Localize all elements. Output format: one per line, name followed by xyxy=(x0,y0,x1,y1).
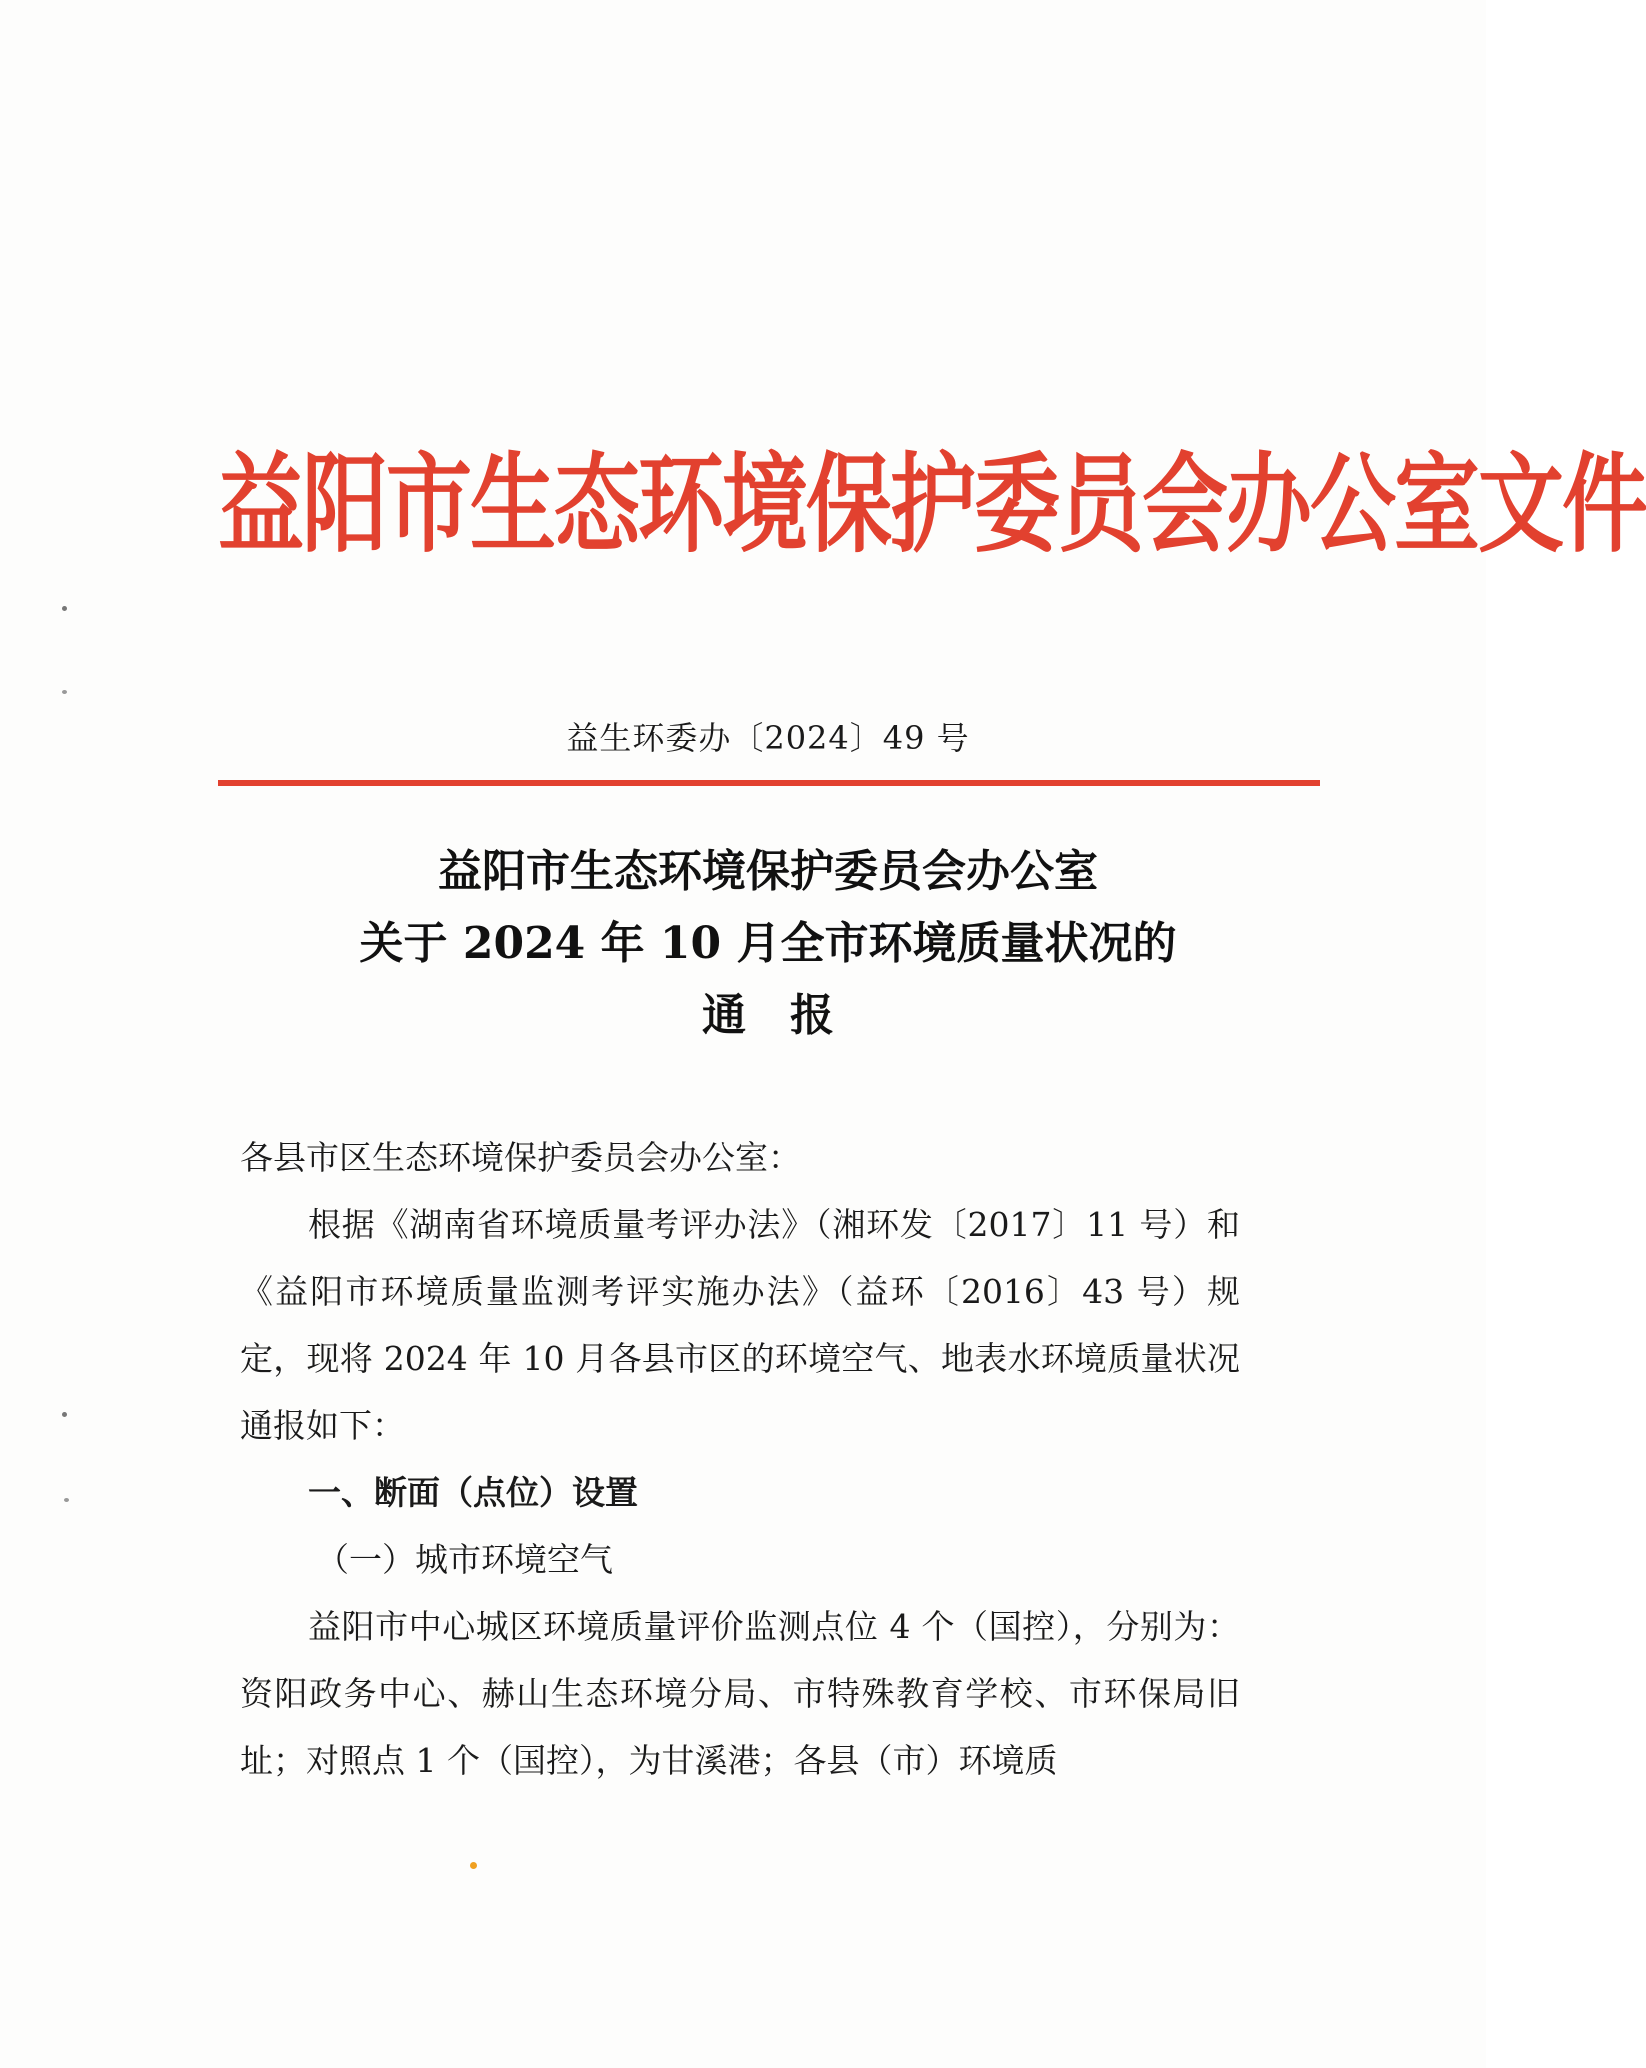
scan-speck xyxy=(470,1862,477,1869)
title-line-2: 关于 2024 年 10 月全市环境质量状况的 xyxy=(359,918,1177,969)
scan-speck xyxy=(62,606,67,611)
document-body xyxy=(240,1124,1240,1794)
subsection-heading: （一）城市环境空气 xyxy=(316,1540,613,1579)
salutation: 各县市区生态环境保护委员会办公室： xyxy=(240,1138,801,1177)
document-number: 益生环委办〔2024〕49 号 xyxy=(566,719,970,757)
intro-paragraph: 根据《湖南省环境质量考评办法》（湘环发〔2017〕11 号）和《益阳市环境质量监测考评实施办法》（益环〔2016〕43 号）规定，现将 2024 年 10 月各县市区的环境空气、地表水环境质量状况通报如下： xyxy=(240,1205,1240,1445)
notice-title xyxy=(218,836,1318,1052)
title-line-1: 益阳市生态环境保护委员会办公室 xyxy=(438,846,1098,897)
monitoring-paragraph: 益阳市中心城区环境质量评价监测点位 4 个（国控），分别为：资阳政务中心、赫山生态环境分局、市特殊教育学校、市环保局旧址；对照点 1 个（国控），为甘溪港；各县（市）环境质 xyxy=(240,1607,1240,1780)
red-divider-line xyxy=(218,780,1320,786)
masthead-title: 益阳市生态环境保护委员会办公室文件 xyxy=(218,441,1646,568)
title-line-3: 通 报 xyxy=(702,990,834,1041)
scan-speck xyxy=(64,1498,69,1502)
scan-speck xyxy=(62,690,67,694)
scan-speck xyxy=(62,1412,67,1417)
section-heading: 一、断面（点位）设置 xyxy=(308,1473,638,1512)
